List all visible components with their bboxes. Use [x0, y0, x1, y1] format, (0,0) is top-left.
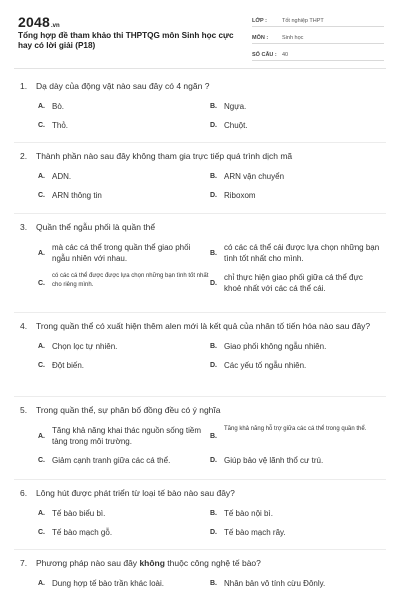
- option-row: [20, 101, 380, 112]
- option-d[interactable]: [210, 527, 380, 538]
- meta-count-value: 40: [282, 52, 289, 58]
- option-text: Chuột.: [224, 121, 248, 130]
- option-text: Đột biến.: [52, 361, 85, 370]
- option-text: ADN.: [52, 172, 72, 181]
- option-row: [20, 341, 380, 352]
- option-text: Chọn lọc tự nhiên.: [52, 342, 118, 351]
- option-b[interactable]: [210, 508, 380, 519]
- question-6: [20, 487, 380, 546]
- option-letter: C.: [38, 122, 45, 129]
- question-1: [20, 80, 380, 139]
- question-text: Dạ dày của động vật nào sau đây có 4 ngăn ?: [36, 81, 210, 91]
- question-stem: [20, 404, 380, 417]
- question-divider: [14, 549, 386, 550]
- document-title: Tổng hợp đề tham khảo thi THPTQG môn Sinh học cực hay có lời giải (P18): [18, 31, 234, 50]
- option-letter: A.: [38, 510, 45, 517]
- option-row: [20, 272, 380, 294]
- header-divider: [14, 68, 386, 69]
- option-row: [20, 425, 380, 447]
- option-text: mà các cá thể trong quần thể giao phối ngẫu nhiên với nhau.: [52, 243, 191, 263]
- document-meta: [252, 12, 384, 63]
- question-number: 4.: [20, 321, 28, 331]
- question-text: Thành phần nào sau đây không tham gia trực tiếp quá trình dịch mã: [36, 151, 293, 161]
- option-d[interactable]: [210, 272, 380, 294]
- option-row: [20, 360, 380, 371]
- option-letter: D.: [210, 192, 217, 199]
- option-letter: B.: [210, 249, 217, 257]
- option-d[interactable]: [210, 360, 380, 371]
- option-d[interactable]: [210, 190, 380, 201]
- option-text: Tế bào biểu bì.: [52, 509, 106, 518]
- option-letter: B.: [210, 432, 217, 440]
- option-letter: A.: [38, 343, 45, 350]
- option-c[interactable]: [38, 360, 210, 371]
- option-text: Bò.: [52, 102, 65, 111]
- option-c[interactable]: [38, 120, 210, 131]
- option-text: Các yếu tố ngẫu nhiên.: [224, 361, 307, 370]
- question-stem: [20, 150, 380, 163]
- option-row: [20, 578, 380, 589]
- meta-class-value: Tốt nghiệp THPT: [282, 18, 324, 24]
- option-letter: B.: [210, 580, 217, 587]
- option-row: [20, 190, 380, 201]
- meta-class-label: LỚP :: [252, 18, 267, 24]
- question-text: Trong quần thể có xuất hiện thêm alen mới là kết quả của nhân tố tiến hóa nào sau đây?: [36, 321, 371, 331]
- option-a[interactable]: [38, 171, 210, 182]
- meta-subject-row: [252, 29, 384, 44]
- options: [20, 242, 380, 294]
- option-letter: B.: [210, 173, 217, 180]
- option-d[interactable]: [210, 120, 380, 131]
- question-divider: [14, 479, 386, 480]
- option-text: Riboxom: [224, 191, 256, 200]
- question-4: [20, 320, 380, 379]
- option-b[interactable]: [210, 578, 380, 589]
- option-a[interactable]: [38, 425, 210, 447]
- question-text: [36, 557, 261, 570]
- question-5: [20, 404, 380, 474]
- option-c[interactable]: [38, 527, 210, 538]
- option-d[interactable]: [210, 455, 380, 466]
- option-text: có các cá thể được được lựa chọn những bạn tình tốt nhất cho riêng mình.: [52, 273, 209, 288]
- question-number: 6.: [20, 488, 28, 498]
- meta-subject-value: Sinh học: [282, 35, 304, 41]
- meta-class-row: [252, 12, 384, 27]
- option-a[interactable]: [38, 101, 210, 112]
- option-text: có các cá thể cái được lựa chọn những bạn tình tốt nhất cho mình.: [224, 243, 380, 263]
- option-text: ARN vận chuyển: [224, 172, 285, 181]
- option-letter: B.: [210, 103, 217, 110]
- question-3: [20, 221, 380, 302]
- option-b[interactable]: [210, 425, 380, 447]
- option-letter: C.: [38, 279, 45, 287]
- option-letter: D.: [210, 122, 217, 129]
- question-number: 2.: [20, 151, 28, 161]
- option-b[interactable]: [210, 101, 380, 112]
- option-letter: C.: [38, 362, 45, 369]
- question-divider: [14, 142, 386, 143]
- option-row: [20, 242, 380, 264]
- option-letter: D.: [210, 457, 217, 464]
- question-7: [20, 557, 380, 597]
- option-text: Tế bào mạch gỗ.: [52, 528, 113, 537]
- options: [20, 341, 380, 371]
- option-text: chỉ thực hiện giao phối giữa cá thể đực khoẻ nhất với các cá thể cái.: [224, 273, 363, 293]
- question-divider: [14, 396, 386, 397]
- question-stem: [20, 487, 380, 500]
- question-text-emphasis: không: [139, 558, 165, 568]
- meta-subject-label: MÔN :: [252, 35, 269, 41]
- question-divider: [14, 213, 386, 214]
- option-text: ARN thông tin: [52, 191, 102, 200]
- option-letter: C.: [38, 192, 45, 199]
- question-2: [20, 150, 380, 209]
- option-text: Giúp bảo vệ lãnh thổ cư trú.: [224, 456, 324, 465]
- option-letter: A.: [38, 103, 45, 110]
- brand-suffix: .vn: [50, 23, 60, 29]
- question-number: 3.: [20, 222, 28, 232]
- option-text: Tế bào mạch rây.: [224, 528, 286, 537]
- options: [20, 508, 380, 538]
- option-text: Thỏ.: [52, 121, 69, 130]
- option-row: [20, 508, 380, 519]
- option-a[interactable]: [38, 578, 210, 589]
- question-text: Lông hút được phát triển từ loại tế bào nào sau đây?: [36, 488, 235, 498]
- question-text-before: Phương pháp nào sau đây: [36, 558, 140, 568]
- question-stem: [20, 221, 380, 234]
- option-a[interactable]: [38, 508, 210, 519]
- option-text: Giao phối không ngẫu nhiên.: [224, 342, 327, 351]
- option-row: [20, 455, 380, 466]
- option-text: Dung hợp tế bào trần khác loài.: [52, 579, 164, 588]
- option-letter: D.: [210, 279, 217, 287]
- question-number: 7.: [20, 558, 28, 568]
- options: [20, 171, 380, 201]
- option-b[interactable]: [210, 341, 380, 352]
- option-text: Tăng khả năng hỗ trợ giữa các cá thể trong quần thể.: [224, 426, 367, 432]
- question-stem: [20, 320, 380, 333]
- option-b[interactable]: [210, 171, 380, 182]
- question-divider: [14, 312, 386, 313]
- brand-name: 2048: [18, 14, 50, 30]
- option-c[interactable]: [38, 272, 210, 294]
- option-text: Giảm cạnh tranh giữa các cá thể.: [52, 456, 171, 465]
- option-letter: C.: [38, 457, 45, 464]
- option-row: [20, 527, 380, 538]
- option-letter: B.: [210, 510, 217, 517]
- options: [20, 425, 380, 466]
- option-text: Ngựa.: [224, 102, 247, 111]
- question-text: Quần thể ngẫu phối là quần thể: [36, 222, 156, 232]
- options: [20, 578, 380, 589]
- options: [20, 101, 380, 131]
- option-a[interactable]: [38, 341, 210, 352]
- question-number: 1.: [20, 81, 28, 91]
- option-letter: A.: [38, 173, 45, 180]
- question-text-after: thuộc công nghệ tế bào?: [164, 558, 261, 568]
- option-c[interactable]: [38, 455, 210, 466]
- option-letter: A.: [38, 432, 45, 440]
- option-a[interactable]: [38, 242, 210, 264]
- option-text: Nhân bản vô tính cừu Đônly.: [224, 579, 326, 588]
- question-stem: [20, 80, 380, 93]
- option-text: Tế bào nội bì.: [224, 509, 273, 518]
- option-row: [20, 120, 380, 131]
- meta-count-row: [252, 46, 384, 61]
- option-text: Tăng khả năng khai thác nguồn sống tiềm tàng trong môi trường.: [52, 426, 201, 446]
- option-letter: D.: [210, 529, 217, 536]
- document-header: [0, 0, 400, 66]
- question-stem: [20, 557, 380, 570]
- option-row: [20, 171, 380, 182]
- meta-count-label: SỐ CÂU :: [252, 52, 277, 58]
- question-number: 5.: [20, 405, 28, 415]
- brand-logo[interactable]: [18, 14, 60, 30]
- option-letter: D.: [210, 362, 217, 369]
- option-c[interactable]: [38, 190, 210, 201]
- option-b[interactable]: [210, 242, 380, 264]
- option-letter: C.: [38, 529, 45, 536]
- option-letter: B.: [210, 343, 217, 350]
- option-letter: A.: [38, 249, 45, 257]
- option-letter: A.: [38, 580, 45, 587]
- question-text: Trong quần thể, sự phân bố đồng đều có ý nghĩa: [36, 405, 221, 415]
